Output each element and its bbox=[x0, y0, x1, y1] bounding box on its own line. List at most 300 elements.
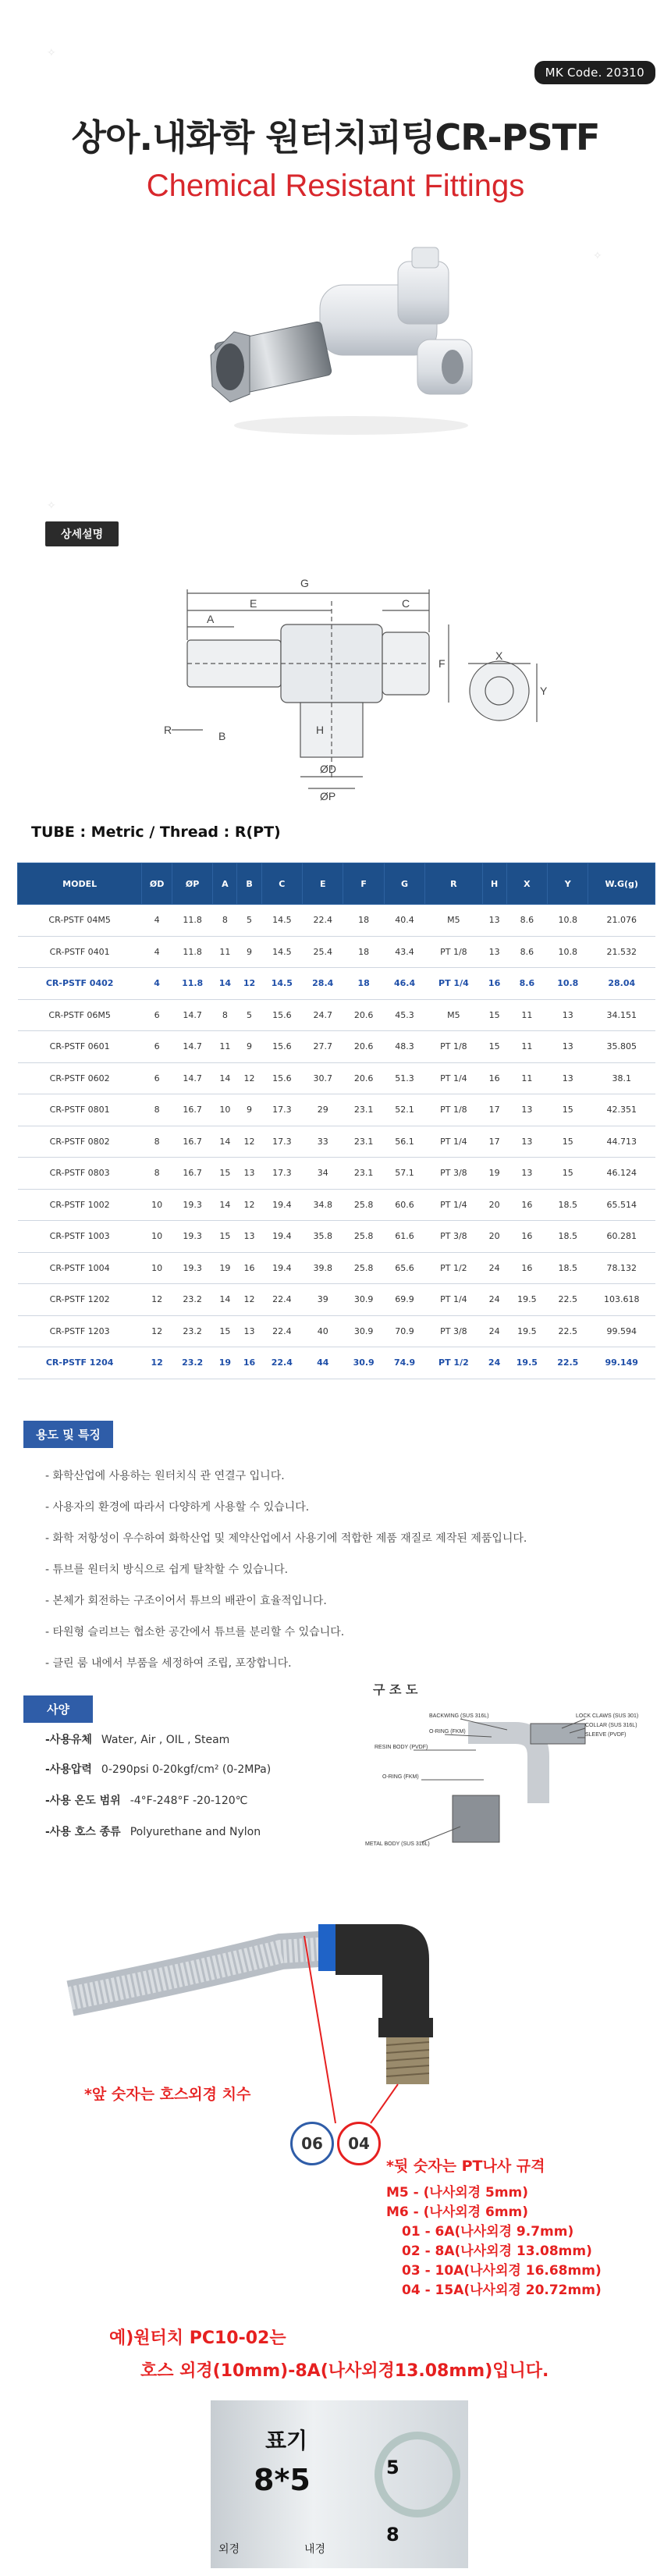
svg-text:H: H bbox=[316, 724, 325, 736]
table-cell: 4 bbox=[142, 905, 172, 937]
table-cell: 17 bbox=[482, 1094, 506, 1126]
table-cell: PT 1/4 bbox=[425, 968, 482, 1000]
table-cell: PT 1/2 bbox=[425, 1252, 482, 1284]
table-cell: 12 bbox=[237, 1284, 261, 1316]
table-cell: 14.5 bbox=[261, 905, 302, 937]
table-cell: 11 bbox=[213, 1031, 237, 1063]
table-cell: 15 bbox=[213, 1315, 237, 1347]
table-row bbox=[18, 1221, 655, 1253]
table-cell: 15 bbox=[213, 1221, 237, 1253]
table-cell: 12 bbox=[142, 1315, 172, 1347]
table-cell: 25.4 bbox=[303, 936, 343, 968]
table-row bbox=[18, 1315, 655, 1347]
table-cell: 14.7 bbox=[172, 1031, 212, 1063]
feature-item: - 사용자의 환경에 따라서 다양하게 사용할 수 있습니다. bbox=[45, 1501, 310, 1514]
table-cell: 8 bbox=[213, 999, 237, 1031]
model-cell: CR-PSTF 1204 bbox=[18, 1347, 142, 1379]
table-cell: 44 bbox=[303, 1347, 343, 1379]
model-cell: CR-PSTF 1002 bbox=[18, 1189, 142, 1221]
table-cell: 15.6 bbox=[261, 1062, 302, 1094]
table-header-cell: Y bbox=[548, 863, 588, 905]
table-cell: 12 bbox=[142, 1347, 172, 1379]
table-cell: 12 bbox=[237, 968, 261, 1000]
features-label: 용도 및 특징 bbox=[23, 1421, 113, 1448]
svg-text:G: G bbox=[300, 577, 309, 589]
svg-text:ØP: ØP bbox=[320, 790, 336, 802]
table-cell: 8 bbox=[142, 1094, 172, 1126]
feature-item: - 타원형 슬리브는 협소한 공간에서 튜브를 분리할 수 있습니다. bbox=[45, 1626, 345, 1638]
structure-title: 구 조 도 bbox=[373, 1682, 418, 1697]
table-cell: 20 bbox=[482, 1221, 506, 1253]
table-row bbox=[18, 1189, 655, 1221]
svg-text:Y: Y bbox=[540, 685, 548, 697]
watermark: ✧ bbox=[47, 500, 56, 512]
specs-label: 사양 bbox=[23, 1695, 93, 1723]
table-cell: 34 bbox=[303, 1158, 343, 1190]
outer-dimension: 8 bbox=[386, 2524, 399, 2546]
table-cell: 19.5 bbox=[506, 1284, 547, 1316]
table-cell: 12 bbox=[142, 1284, 172, 1316]
table-cell: 35.8 bbox=[303, 1221, 343, 1253]
table-cell: 24 bbox=[482, 1252, 506, 1284]
table-header-cell: ØD bbox=[142, 863, 172, 905]
model-cell: CR-PSTF 1203 bbox=[18, 1315, 142, 1347]
table-cell: 24 bbox=[482, 1315, 506, 1347]
table-cell: 8 bbox=[142, 1158, 172, 1190]
page-subtitle: Chemical Resistant Fittings bbox=[146, 169, 525, 203]
svg-text:O-RING (FKM): O-RING (FKM) bbox=[429, 1729, 466, 1735]
table-cell: 78.132 bbox=[588, 1252, 655, 1284]
model-cell: CR-PSTF 06M5 bbox=[18, 999, 142, 1031]
table-cell: 4 bbox=[142, 936, 172, 968]
table-cell: 19.4 bbox=[261, 1189, 302, 1221]
table-cell: 65.514 bbox=[588, 1189, 655, 1221]
table-cell: 16 bbox=[237, 1347, 261, 1379]
table-cell: M5 bbox=[425, 905, 482, 937]
table-cell: 6 bbox=[142, 1031, 172, 1063]
model-cell: CR-PSTF 04M5 bbox=[18, 905, 142, 937]
spec-pressure: -사용압력 0-290psi 0-20kgf/cm² (0-2MPa) bbox=[45, 1763, 272, 1776]
table-cell: 24 bbox=[482, 1284, 506, 1316]
table-cell: 99.149 bbox=[588, 1347, 655, 1379]
table-cell: 35.805 bbox=[588, 1031, 655, 1063]
table-cell: 16 bbox=[482, 1062, 506, 1094]
model-cell: CR-PSTF 0402 bbox=[18, 968, 142, 1000]
table-cell: 20.6 bbox=[343, 999, 384, 1031]
table-cell: 19.4 bbox=[261, 1252, 302, 1284]
page-title: 상아.내화학 원터치피팅CR-PSTF bbox=[71, 116, 600, 158]
table-cell: 16 bbox=[237, 1252, 261, 1284]
table-header-cell: C bbox=[261, 863, 302, 905]
table-cell: 16 bbox=[506, 1252, 547, 1284]
table-cell: 22.5 bbox=[548, 1347, 588, 1379]
table-cell: 24.7 bbox=[303, 999, 343, 1031]
svg-text:E: E bbox=[250, 597, 257, 610]
table-cell: 13 bbox=[506, 1094, 547, 1126]
table-cell: 5 bbox=[237, 905, 261, 937]
hose-size-code: 06 bbox=[290, 2122, 334, 2165]
table-cell: 13 bbox=[548, 1031, 588, 1063]
mk-code-badge: MK Code. 20310 bbox=[534, 61, 655, 84]
table-cell: 9 bbox=[237, 1094, 261, 1126]
table-cell: PT 1/8 bbox=[425, 1094, 482, 1126]
table-cell: 40 bbox=[303, 1315, 343, 1347]
example-line-1: 예)원터치 PC10-02는 bbox=[109, 2329, 286, 2348]
table-cell: 14.5 bbox=[261, 968, 302, 1000]
table-cell: 25.8 bbox=[343, 1189, 384, 1221]
spec-table bbox=[17, 863, 655, 1379]
table-cell: 15 bbox=[213, 1158, 237, 1190]
table-cell: 18 bbox=[343, 905, 384, 937]
thread-spec-item: 03 - 10A(나사외경 16.68mm) bbox=[402, 2263, 602, 2279]
table-cell: 12 bbox=[237, 1126, 261, 1158]
table-cell: 6 bbox=[142, 999, 172, 1031]
model-cell: CR-PSTF 0601 bbox=[18, 1031, 142, 1063]
table-cell: PT 1/4 bbox=[425, 1284, 482, 1316]
table-cell: 39 bbox=[303, 1284, 343, 1316]
table-cell: 42.351 bbox=[588, 1094, 655, 1126]
table-cell: 8 bbox=[142, 1126, 172, 1158]
table-cell: 11 bbox=[506, 999, 547, 1031]
table-cell: 13 bbox=[237, 1315, 261, 1347]
table-row bbox=[18, 999, 655, 1031]
table-cell: 19.3 bbox=[172, 1189, 212, 1221]
table-cell: 18.5 bbox=[548, 1252, 588, 1284]
table-cell: 34.8 bbox=[303, 1189, 343, 1221]
table-cell: 30.9 bbox=[343, 1284, 384, 1316]
table-row bbox=[18, 1031, 655, 1063]
dimension-drawing bbox=[140, 546, 546, 804]
table-cell: 29 bbox=[303, 1094, 343, 1126]
svg-text:O-RING (FKM): O-RING (FKM) bbox=[382, 1774, 419, 1780]
table-row bbox=[18, 1284, 655, 1316]
table-cell: PT 1/4 bbox=[425, 1126, 482, 1158]
model-cell: CR-PSTF 0803 bbox=[18, 1158, 142, 1190]
table-cell: 15 bbox=[548, 1126, 588, 1158]
table-cell: 16 bbox=[506, 1189, 547, 1221]
table-cell: 13 bbox=[506, 1126, 547, 1158]
table-row bbox=[18, 905, 655, 937]
table-cell: PT 1/4 bbox=[425, 1062, 482, 1094]
svg-text:LOCK CLAWS (SUS 301): LOCK CLAWS (SUS 301) bbox=[576, 1713, 639, 1719]
table-cell: 65.6 bbox=[384, 1252, 424, 1284]
tube-label-title: 표기 bbox=[265, 2428, 308, 2453]
thread-spec-item: 04 - 15A(나사외경 20.72mm) bbox=[402, 2282, 602, 2298]
model-cell: CR-PSTF 1003 bbox=[18, 1221, 142, 1253]
table-cell: PT 3/8 bbox=[425, 1158, 482, 1190]
table-cell: 57.1 bbox=[384, 1158, 424, 1190]
table-cell: 43.4 bbox=[384, 936, 424, 968]
table-row bbox=[18, 936, 655, 968]
svg-text:X: X bbox=[495, 649, 503, 662]
table-cell: 14.7 bbox=[172, 999, 212, 1031]
table-cell: 17.3 bbox=[261, 1158, 302, 1190]
table-cell: 48.3 bbox=[384, 1031, 424, 1063]
thread-spec-item: M6 - (나사외경 6mm) bbox=[386, 2204, 529, 2220]
table-cell: 10.8 bbox=[548, 968, 588, 1000]
table-cell: 22.5 bbox=[548, 1284, 588, 1316]
table-cell: 11 bbox=[506, 1031, 547, 1063]
table-cell: 44.713 bbox=[588, 1126, 655, 1158]
table-cell: 13 bbox=[237, 1158, 261, 1190]
feature-item: - 클린 룸 내에서 부품을 세정하여 조립, 포장합니다. bbox=[45, 1657, 292, 1670]
table-cell: PT 1/2 bbox=[425, 1347, 482, 1379]
detail-section-label: 상세설명 bbox=[45, 521, 119, 546]
table-row bbox=[18, 1062, 655, 1094]
table-cell: 15 bbox=[482, 1031, 506, 1063]
table-header-cell: MODEL bbox=[18, 863, 142, 905]
table-cell: 23.2 bbox=[172, 1284, 212, 1316]
table-cell: 30.9 bbox=[343, 1347, 384, 1379]
elbow-fitting-image bbox=[70, 1889, 632, 2147]
table-cell: 20 bbox=[482, 1189, 506, 1221]
table-cell: 17.3 bbox=[261, 1094, 302, 1126]
table-cell: 14.5 bbox=[261, 936, 302, 968]
table-cell: 22.4 bbox=[261, 1284, 302, 1316]
svg-text:ØD: ØD bbox=[320, 763, 336, 775]
table-cell: M5 bbox=[425, 999, 482, 1031]
svg-text:COLLAR (SUS 316L): COLLAR (SUS 316L) bbox=[585, 1723, 637, 1728]
table-cell: 103.618 bbox=[588, 1284, 655, 1316]
table-cell: PT 1/8 bbox=[425, 1031, 482, 1063]
table-header-row bbox=[18, 863, 655, 905]
spec-hose: -사용 호스 종류 Polyurethane and Nylon bbox=[45, 1826, 261, 1838]
spec-temperature: -사용 온도 범위 -4°F-248°F -20-120℃ bbox=[45, 1795, 248, 1807]
feature-item: - 화학 저항성이 우수하여 화학산업 및 제약산업에서 사용기에 적합한 제품 재질로 제작된 제품입니다. bbox=[45, 1532, 527, 1545]
table-cell: 28.4 bbox=[303, 968, 343, 1000]
table-row bbox=[18, 1347, 655, 1379]
table-cell: 25.8 bbox=[343, 1252, 384, 1284]
table-cell: 19 bbox=[482, 1158, 506, 1190]
table-cell: 9 bbox=[237, 936, 261, 968]
feature-item: - 본체가 회전하는 구조이어서 튜브의 배관이 효율적입니다. bbox=[45, 1595, 327, 1607]
front-number-note: *앞 숫자는 호스외경 치수 bbox=[84, 2086, 251, 2103]
table-cell: 14 bbox=[213, 1189, 237, 1221]
table-cell: 39.8 bbox=[303, 1252, 343, 1284]
table-row bbox=[18, 1094, 655, 1126]
table-cell: 10 bbox=[142, 1221, 172, 1253]
table-cell: 15.6 bbox=[261, 1031, 302, 1063]
table-cell: 21.532 bbox=[588, 936, 655, 968]
inner-diameter-label: 내경 bbox=[304, 2543, 326, 2556]
table-cell: 8 bbox=[213, 905, 237, 937]
table-header-cell: G bbox=[384, 863, 424, 905]
example-line-2: 호스 외경(10mm)-8A(나사외경13.08mm)입니다. bbox=[140, 2361, 549, 2381]
table-cell: 10 bbox=[213, 1094, 237, 1126]
table-cell: 15.6 bbox=[261, 999, 302, 1031]
table-cell: 23.2 bbox=[172, 1315, 212, 1347]
svg-text:SLEEVE (PVDF): SLEEVE (PVDF) bbox=[585, 1732, 627, 1738]
table-cell: 11.8 bbox=[172, 905, 212, 937]
table-cell: 23.1 bbox=[343, 1094, 384, 1126]
table-caption: TUBE : Metric / Thread : R(PT) bbox=[31, 824, 281, 841]
svg-text:R: R bbox=[164, 724, 172, 736]
table-cell: 19 bbox=[213, 1347, 237, 1379]
table-cell: 21.076 bbox=[588, 905, 655, 937]
table-cell: 38.1 bbox=[588, 1062, 655, 1094]
table-cell: 11.8 bbox=[172, 968, 212, 1000]
table-cell: 13 bbox=[548, 999, 588, 1031]
feature-item: - 튜브를 원터치 방식으로 쉽게 탈착할 수 있습니다. bbox=[45, 1564, 289, 1576]
model-cell: CR-PSTF 0602 bbox=[18, 1062, 142, 1094]
table-cell: 46.124 bbox=[588, 1158, 655, 1190]
thread-spec-item: 01 - 6A(나사외경 9.7mm) bbox=[402, 2224, 574, 2240]
table-cell: 40.4 bbox=[384, 905, 424, 937]
table-cell: 15 bbox=[482, 999, 506, 1031]
table-cell: 15 bbox=[548, 1158, 588, 1190]
table-cell: 61.6 bbox=[384, 1221, 424, 1253]
table-cell: PT 1/8 bbox=[425, 936, 482, 968]
tube-label-value: 8*5 bbox=[254, 2463, 311, 2497]
table-cell: 27.7 bbox=[303, 1031, 343, 1063]
table-cell: 25.8 bbox=[343, 1221, 384, 1253]
table-cell: 13 bbox=[482, 905, 506, 937]
table-cell: 19.5 bbox=[506, 1315, 547, 1347]
model-cell: CR-PSTF 1202 bbox=[18, 1284, 142, 1316]
table-cell: 20.6 bbox=[343, 1062, 384, 1094]
table-header-cell: W.G(g) bbox=[588, 863, 655, 905]
table-cell: 13 bbox=[548, 1062, 588, 1094]
table-cell: 12 bbox=[237, 1189, 261, 1221]
model-cell: CR-PSTF 0801 bbox=[18, 1094, 142, 1126]
table-cell: 70.9 bbox=[384, 1315, 424, 1347]
table-row bbox=[18, 968, 655, 1000]
table-cell: 16 bbox=[506, 1221, 547, 1253]
thread-spec-item: 02 - 8A(나사외경 13.08mm) bbox=[402, 2243, 592, 2259]
table-cell: 15 bbox=[548, 1094, 588, 1126]
model-cell: CR-PSTF 0401 bbox=[18, 936, 142, 968]
table-row bbox=[18, 1252, 655, 1284]
table-cell: 8.6 bbox=[506, 968, 547, 1000]
spec-fluid: -사용유체 Water, Air , OIL , Steam bbox=[45, 1734, 230, 1746]
table-header-cell: ØP bbox=[172, 863, 212, 905]
outer-diameter-label: 외경 bbox=[218, 2543, 240, 2556]
feature-item: - 화학산업에 사용하는 원터치식 관 연결구 입니다. bbox=[45, 1470, 285, 1482]
thread-size-code: 04 bbox=[337, 2122, 381, 2165]
table-cell: 10.8 bbox=[548, 905, 588, 937]
table-cell: 24 bbox=[482, 1347, 506, 1379]
table-cell: 10 bbox=[142, 1252, 172, 1284]
watermark: ✧ bbox=[47, 47, 56, 59]
table-cell: 17.3 bbox=[261, 1126, 302, 1158]
table-cell: 19.5 bbox=[506, 1347, 547, 1379]
svg-text:F: F bbox=[438, 657, 446, 670]
table-cell: 46.4 bbox=[384, 968, 424, 1000]
table-cell: 22.5 bbox=[548, 1315, 588, 1347]
table-cell: 20.6 bbox=[343, 1031, 384, 1063]
table-cell: 11 bbox=[213, 936, 237, 968]
svg-text:C: C bbox=[402, 597, 410, 610]
table-cell: 11.8 bbox=[172, 936, 212, 968]
table-cell: 19.3 bbox=[172, 1221, 212, 1253]
table-cell: 18.5 bbox=[548, 1189, 588, 1221]
model-cell: CR-PSTF 1004 bbox=[18, 1252, 142, 1284]
table-header-cell: H bbox=[482, 863, 506, 905]
watermark: ✧ bbox=[593, 250, 602, 262]
table-cell: 8.6 bbox=[506, 936, 547, 968]
table-cell: 6 bbox=[142, 1062, 172, 1094]
table-cell: 22.4 bbox=[261, 1315, 302, 1347]
table-header-cell: B bbox=[237, 863, 261, 905]
table-cell: 60.281 bbox=[588, 1221, 655, 1253]
table-cell: 11 bbox=[506, 1062, 547, 1094]
table-cell: 19 bbox=[213, 1252, 237, 1284]
table-cell: 56.1 bbox=[384, 1126, 424, 1158]
svg-text:B: B bbox=[218, 730, 226, 742]
table-cell: 52.1 bbox=[384, 1094, 424, 1126]
table-cell: 30.7 bbox=[303, 1062, 343, 1094]
table-header-cell: F bbox=[343, 863, 384, 905]
table-cell: 74.9 bbox=[384, 1347, 424, 1379]
table-cell: 19.4 bbox=[261, 1221, 302, 1253]
tube-example-image bbox=[211, 2400, 468, 2568]
table-cell: 22.4 bbox=[261, 1347, 302, 1379]
table-cell: 16.7 bbox=[172, 1126, 212, 1158]
table-cell: 14 bbox=[213, 1126, 237, 1158]
table-cell: 34.151 bbox=[588, 999, 655, 1031]
table-header-cell: A bbox=[213, 863, 237, 905]
svg-text:METAL BODY (SUS 316L): METAL BODY (SUS 316L) bbox=[365, 1841, 430, 1847]
table-cell: 13 bbox=[237, 1221, 261, 1253]
table-cell: 14 bbox=[213, 1062, 237, 1094]
table-cell: 8.6 bbox=[506, 905, 547, 937]
model-cell: CR-PSTF 0802 bbox=[18, 1126, 142, 1158]
table-cell: 14 bbox=[213, 1284, 237, 1316]
table-cell: PT 3/8 bbox=[425, 1315, 482, 1347]
table-cell: 28.04 bbox=[588, 968, 655, 1000]
table-cell: PT 3/8 bbox=[425, 1221, 482, 1253]
table-cell: 4 bbox=[142, 968, 172, 1000]
svg-text:A: A bbox=[207, 613, 215, 625]
table-cell: 23.1 bbox=[343, 1158, 384, 1190]
table-cell: 18 bbox=[343, 936, 384, 968]
table-cell: 19.3 bbox=[172, 1252, 212, 1284]
svg-text:BACKWING (SUS 316L): BACKWING (SUS 316L) bbox=[429, 1713, 489, 1719]
table-cell: 12 bbox=[237, 1062, 261, 1094]
back-number-note: *뒷 숫자는 PT나사 규격 bbox=[386, 2158, 545, 2175]
table-cell: PT 1/4 bbox=[425, 1189, 482, 1221]
table-cell: 16 bbox=[482, 968, 506, 1000]
table-cell: 9 bbox=[237, 1031, 261, 1063]
table-cell: 18.5 bbox=[548, 1221, 588, 1253]
thread-spec-item: M5 - (나사외경 5mm) bbox=[386, 2185, 529, 2201]
structure-diagram bbox=[351, 1702, 648, 1858]
table-cell: 60.6 bbox=[384, 1189, 424, 1221]
table-cell: 51.3 bbox=[384, 1062, 424, 1094]
table-cell: 23.1 bbox=[343, 1126, 384, 1158]
product-image bbox=[203, 238, 499, 441]
svg-text:RESIN BODY (PVDF): RESIN BODY (PVDF) bbox=[375, 1745, 428, 1750]
table-cell: 45.3 bbox=[384, 999, 424, 1031]
table-cell: 13 bbox=[506, 1158, 547, 1190]
table-cell: 10 bbox=[142, 1189, 172, 1221]
table-cell: 23.2 bbox=[172, 1347, 212, 1379]
table-cell: 22.4 bbox=[303, 905, 343, 937]
table-cell: 16.7 bbox=[172, 1158, 212, 1190]
inner-dimension: 5 bbox=[386, 2457, 399, 2478]
table-cell: 18 bbox=[343, 968, 384, 1000]
table-row bbox=[18, 1126, 655, 1158]
table-header-cell: X bbox=[506, 863, 547, 905]
table-cell: 13 bbox=[482, 936, 506, 968]
table-cell: 14.7 bbox=[172, 1062, 212, 1094]
table-cell: 33 bbox=[303, 1126, 343, 1158]
table-cell: 14 bbox=[213, 968, 237, 1000]
table-cell: 30.9 bbox=[343, 1315, 384, 1347]
table-cell: 99.594 bbox=[588, 1315, 655, 1347]
table-cell: 17 bbox=[482, 1126, 506, 1158]
table-cell: 69.9 bbox=[384, 1284, 424, 1316]
